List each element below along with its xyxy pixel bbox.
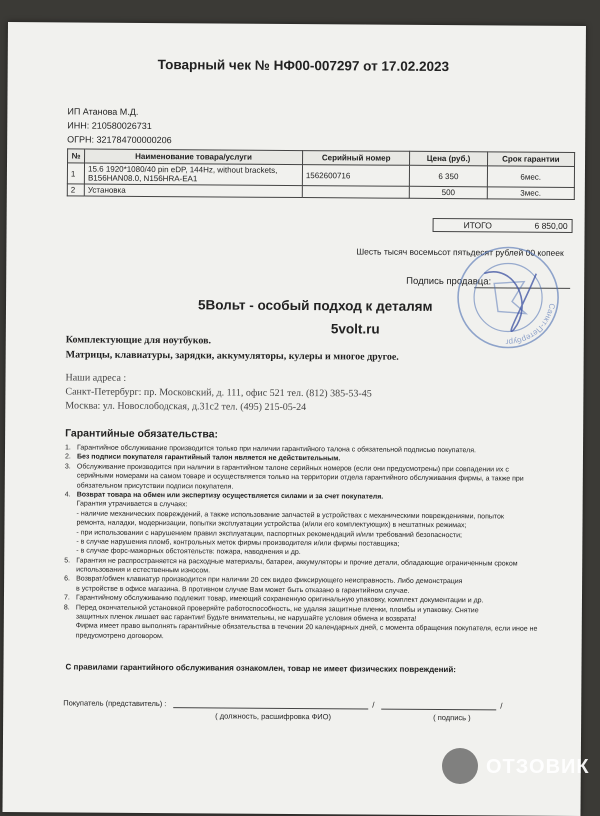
warranty-title: Гарантийные обязательства:: [65, 427, 219, 441]
addresses-title: Наши адреса :: [65, 372, 127, 384]
row-serial: 1562600716: [302, 165, 410, 187]
warranty-line-number: 7.: [63, 594, 70, 602]
row-num: 1: [67, 163, 84, 184]
warranty-line-text: Возврат/обмен клавиатур производится при наличии 20 сек видео фиксирующего неисправность. Либо демонстрация: [76, 575, 463, 586]
watermark: [440, 746, 600, 790]
row-warranty: 3мес.: [487, 187, 574, 200]
warranty-line-text: Без подписи покупателя гарантийный талон является не действительным.: [76, 453, 341, 463]
warranty-line-text: - наличие механических повреждений, а также использование запчастей в устройствах с механическими повреждениями, попыток: [76, 510, 505, 521]
watermark-logo-icon: [442, 748, 478, 784]
warranty-line-number: 8.: [63, 604, 70, 612]
table-row: [67, 184, 574, 200]
seal-stamp: [454, 243, 563, 352]
signature-caption: ( подпись ): [433, 712, 471, 723]
buyer-name-line: [173, 707, 368, 709]
buyer-signature-line: [381, 709, 496, 711]
position-caption: ( должность, расшифровка ФИО): [215, 711, 332, 722]
warranty-line-text: использования и естественным износом.: [76, 566, 211, 575]
total-box: [433, 218, 573, 233]
row-serial: [302, 186, 410, 199]
components-line-2: Матрицы, клавиатуры, зарядки, аккумуляторы, кулеры и многое другое.: [65, 349, 399, 363]
components-line-1: Комплектующие для ноутбуков.: [65, 334, 212, 347]
warranty-line-text: Гарантия утрачивается в случаях:: [76, 500, 188, 509]
warranty-line-text: - при использовании с нарушением правил эксплуатации, паспортных рекомендаций и/или требований безопасности;: [76, 529, 462, 539]
seller-ogrn: ОГРН: 321784700000206: [67, 134, 172, 146]
col-header-warranty: Срок гарантии: [487, 152, 574, 167]
warranty-line-text: Гарантийное обслуживание производится только при наличии гарантийного талона с обязательной подписью покупателя.: [77, 444, 476, 455]
warranty-line-text: Гарантийному обслуживанию подлежит товар, имеющий сохраненную оригинальную упаковку, комплект документации и др.: [75, 594, 484, 605]
warranty-line-text: предусмотрено договором.: [75, 632, 164, 640]
col-header-price: Цена (руб.): [410, 151, 487, 166]
total-label: ИТОГО: [463, 220, 492, 231]
seller-inn: ИНН: 210580026731: [67, 120, 152, 132]
warranty-line-text: Обслуживание производится при наличии в гарантийном талоне серийных номеров (если они предусмотрены) при совпадении их с: [76, 463, 509, 474]
warranty-line-text: ремонта, наладки, модернизации, попытки эксплуатации устройства (и/или его комплектующих) в нештатных режимах;: [76, 519, 467, 530]
address-spb: Санкт-Петербург: пр. Московский, д. 111, офис 521 тел. (812) 385-53-45: [65, 386, 372, 400]
brand-slogan: 5Вольт - особый подход к деталям: [197, 297, 433, 314]
row-num: 2: [67, 184, 84, 196]
signature-scribble: [484, 272, 536, 332]
warranty-list: [64, 443, 575, 644]
row-name-line: 15.6 1920*1080/40 pin eDP, 144Hz, without brackets,: [88, 164, 278, 175]
seller-signature-label: Подпись продавца:: [406, 275, 492, 288]
total-in-words: Шесть тысяч восемьсот пятьдесят рублей 00 копеек: [356, 246, 564, 258]
row-warranty: 6мес.: [487, 166, 575, 188]
warranty-line-text: серийными номерами на самом товаре и осуществляется только на территории отдела гарантийного обслуживания фирмы, а также при: [76, 472, 524, 483]
row-name: Установка: [84, 184, 302, 198]
receipt-paper: [2, 22, 586, 816]
separator-slash: /: [500, 701, 503, 711]
stamp-text: Санкт-Петербург: [505, 302, 557, 347]
total-value: 6 850,00: [534, 220, 568, 231]
warranty-line-number: 5.: [64, 557, 71, 565]
warranty-line-text: - в случае нарушения пломб, контрольных меток фирмы производителя и/или фирмы поставщика;: [76, 538, 400, 548]
warranty-line-text: Возврат товара на обмен или экспертизу осуществляется силами и за счет покупателя.: [76, 491, 384, 501]
warranty-line-number: 2.: [64, 453, 71, 461]
warranty-line-number: 6.: [64, 575, 70, 583]
receipt-table: [67, 148, 575, 200]
seller-name: ИП Атанова М.Д.: [67, 106, 139, 117]
warranty-line-text: Фирма имеет право выполнять гарантийные обязательства в течении 20 календарных дней, с момента обращения покупателя, если иное не: [75, 622, 538, 634]
warranty-line-text: защитных пленок лишает вас гарантии! Будьте внимательны, не нарушайте условия обмена и возврата!: [75, 613, 417, 623]
row-name: [84, 163, 302, 186]
separator-slash: /: [372, 700, 375, 710]
warranty-line-text: обязательном присутствии подписи покупателя.: [76, 482, 234, 491]
buyer-label: Покупатель (представитель) :: [63, 698, 167, 709]
watermark-text: ОТЗОВИК: [486, 756, 590, 778]
receipt-title: Товарный чек № НФ00-007297 от 17.02.2023: [157, 57, 450, 75]
warranty-line-text: в устройстве в офисе магазина. В противном случае Вам может быть отказано в гарантийном случае.: [76, 585, 410, 595]
warranty-line-text: Перед окончательной установкой проверяйте работоспособность, не удаляя защитные пленки, пломбы и упаковку. Снятие: [75, 604, 479, 614]
row-price: 6 350: [410, 165, 487, 187]
warranty-line-text: - в случае форс-мажорных обстоятельств: пожара, наводнения и др.: [76, 547, 301, 557]
address-msk: Москва: ул. Новослободская, д.31с2 тел. (495) 215-05-24: [65, 400, 307, 414]
warranty-line-number: 4.: [64, 491, 71, 499]
warranty-line-text: Гарантия не распространяется на расходные материалы, батареи, аккумуляторы и прочие детали, обладающие ограниченным сроком: [76, 557, 518, 568]
col-header-serial: Серийный номер: [302, 151, 410, 166]
row-price: 500: [410, 186, 487, 199]
row-name-line: B156HAN08.0, N156HRA-EA1: [87, 173, 198, 184]
site-url: 5volt.ru: [330, 321, 380, 337]
rules-acknowledgement: С правилами гарантийного обслуживания ознакомлен, товар не имеет физических повреждений:: [65, 662, 456, 675]
warranty-line-number: 3.: [64, 463, 71, 471]
warranty-line-number: 1.: [65, 444, 71, 452]
col-header-name: Наименование товара/услуги: [85, 149, 303, 165]
col-header-num: №: [68, 149, 85, 163]
